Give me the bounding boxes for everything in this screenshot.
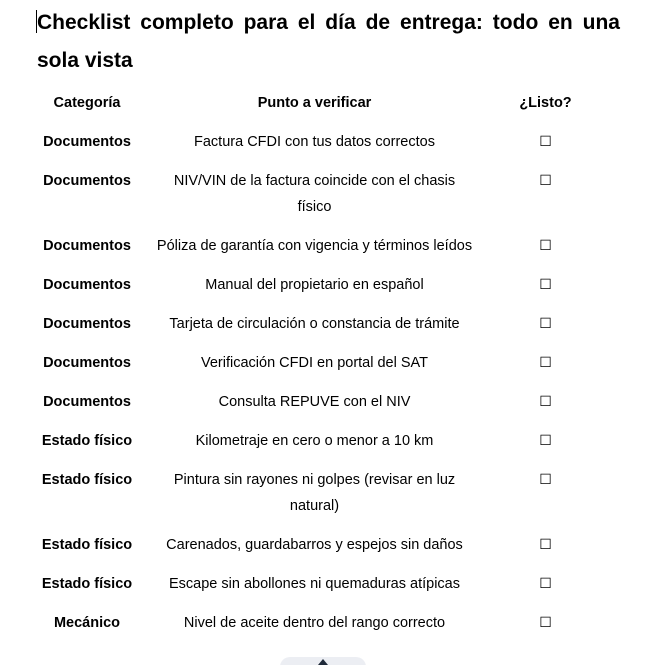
checkbox-empty-icon[interactable]: ☐	[539, 134, 552, 150]
table-row	[27, 604, 609, 643]
row-item: Verificación CFDI en portal del SAT	[201, 355, 428, 371]
checkbox-empty-icon[interactable]: ☐	[539, 316, 552, 332]
table-row	[27, 526, 609, 565]
table-row	[27, 123, 609, 162]
checkbox-empty-icon[interactable]: ☐	[539, 238, 552, 254]
checkbox-empty-icon[interactable]: ☐	[539, 576, 552, 592]
row-item: Factura CFDI con tus datos correctos	[194, 134, 435, 150]
row-category: Documentos	[43, 277, 131, 293]
checkbox-empty-icon[interactable]: ☐	[539, 173, 552, 189]
row-item: Kilometraje en cero o menor a 10 km	[195, 433, 434, 449]
header-done: ¿Listo?	[519, 95, 572, 111]
table-row	[27, 162, 609, 227]
table-row	[27, 227, 609, 266]
row-category: Documentos	[43, 355, 131, 371]
chevron-up-icon	[318, 659, 328, 665]
row-category: Estado físico	[41, 576, 133, 592]
row-item: Carenados, guardabarros y espejos sin daños	[166, 537, 463, 553]
checkbox-empty-icon[interactable]: ☐	[539, 433, 552, 449]
checkbox-empty-icon[interactable]: ☐	[539, 355, 552, 371]
table-row	[27, 422, 609, 461]
checkbox-empty-icon[interactable]: ☐	[539, 394, 552, 410]
table-row	[27, 383, 609, 422]
header-item: Punto a verificar	[257, 95, 372, 111]
checkbox-empty-icon[interactable]: ☐	[539, 277, 552, 293]
row-category: Estado físico	[41, 537, 133, 553]
table-row	[27, 266, 609, 305]
row-item: Pintura sin rayones ni golpes (revisar en luz natural)	[173, 472, 456, 514]
checklist-table	[27, 84, 609, 643]
row-category: Documentos	[43, 238, 131, 254]
scroll-to-top-button[interactable]	[280, 657, 366, 665]
checkbox-empty-icon[interactable]: ☐	[539, 615, 552, 631]
row-item: Consulta REPUVE con el NIV	[218, 394, 411, 410]
row-item: Escape sin abollones ni quemaduras atípicas	[169, 576, 460, 592]
row-category: Documentos	[43, 134, 131, 150]
table-header-row	[27, 84, 609, 123]
document-title: Checklist completo para el día de entrega: todo en una sola vista	[37, 11, 620, 72]
row-item: Tarjeta de circulación o constancia de trámite	[169, 316, 460, 332]
row-category: Mecánico	[53, 615, 121, 631]
row-category: Documentos	[43, 173, 131, 189]
row-category: Estado físico	[41, 433, 133, 449]
table-row	[27, 461, 609, 526]
row-category: Documentos	[43, 316, 131, 332]
row-item: Manual del propietario en español	[205, 277, 424, 293]
table-row	[27, 305, 609, 344]
header-category: Categoría	[53, 95, 121, 111]
checkbox-empty-icon[interactable]: ☐	[539, 537, 552, 553]
row-item: NIV/VIN de la factura coincide con el chasis físico	[173, 173, 456, 215]
row-category: Estado físico	[41, 472, 133, 488]
table-row	[27, 344, 609, 383]
table-row	[27, 565, 609, 604]
row-category: Documentos	[43, 394, 131, 410]
row-item: Póliza de garantía con vigencia y términos leídos	[156, 238, 473, 254]
row-item: Nivel de aceite dentro del rango correcto	[183, 615, 446, 631]
checkbox-empty-icon[interactable]: ☐	[539, 472, 552, 488]
